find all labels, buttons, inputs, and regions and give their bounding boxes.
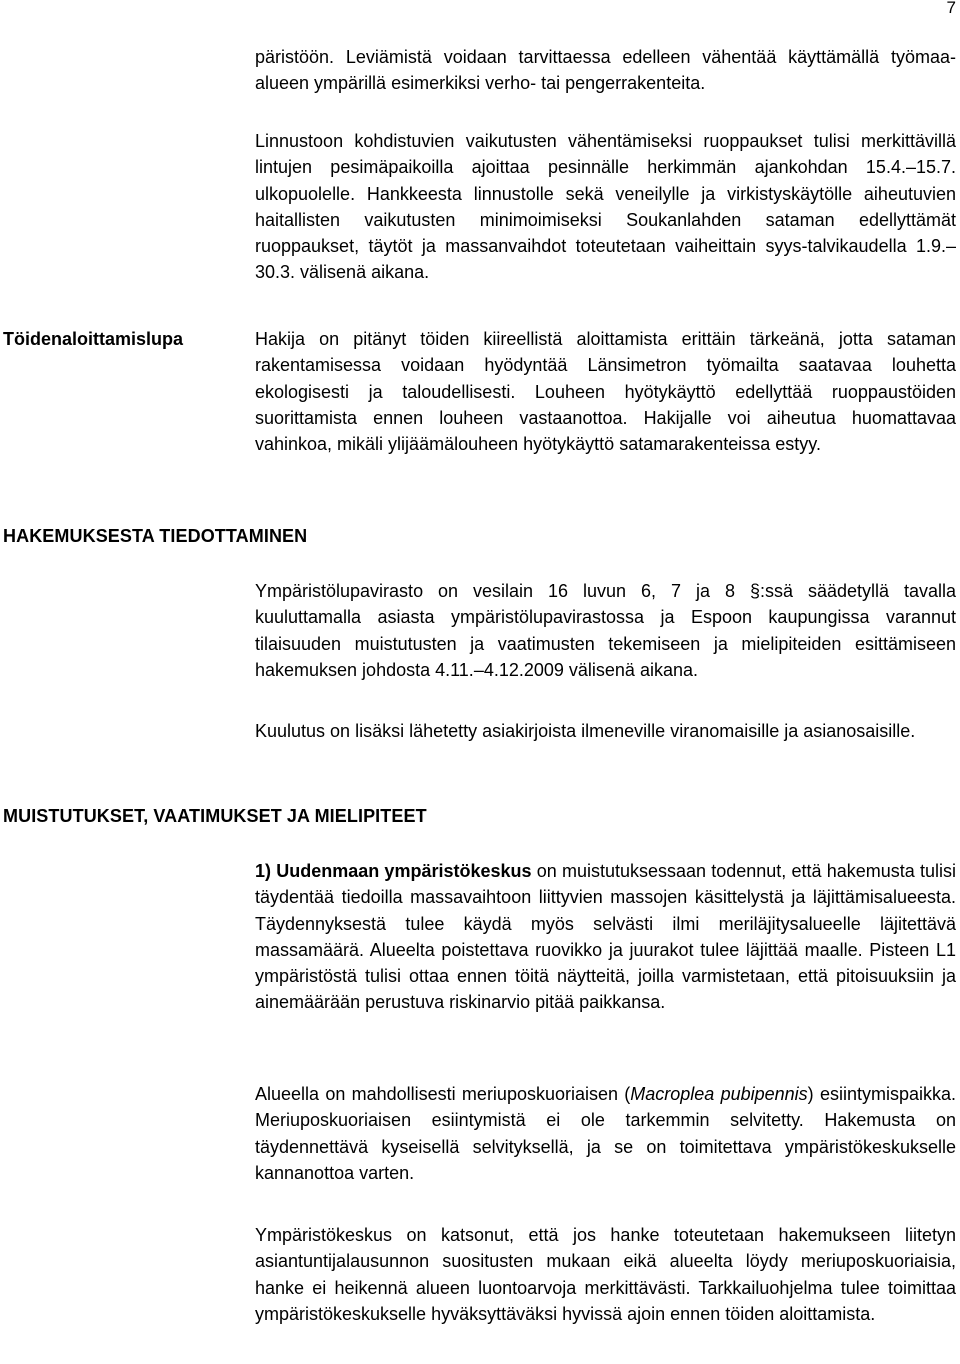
section-heading-objections: MUISTUTUKSET, VAATIMUKSET JA MIELIPITEET [3,806,427,826]
beetle-text-a: Alueella on mahdollisesti meriuposkuoriaisen ( [255,1084,631,1104]
section-heading-announcement: HAKEMUKSESTA TIEDOTTAMINEN [3,526,308,546]
paragraph-env-centre-objection [255,858,956,1016]
beetle-text-b: ) esiintymispaikka. Meriuposkuoriaisen esiintymistä ei ole tarkemmin selvitetty. Hakemusta on täydennettävä kyseisellä selvityksellä, ja se on toimitettava ympäristökeskukselle kannanottoa varten. [255,1084,956,1183]
paragraph-beetle [255,1081,956,1186]
page-number: 7 [946,0,956,17]
side-label-work-permit: Töidenaloittamislupa [3,329,184,349]
paragraph-work-permit: Hakija on pitänyt töiden kiireellistä aloittamista erittäin tärkeänä, jotta sataman rakentamisessa voidaan hyödyntää Länsimetron työmailta saatavaa louhetta ekologisesti ja taloudellisesti. Louheen hyötykäyttö edellyttää ruoppaustöiden suorittamista ennen louheen vastaanottoa. Hakijalle voi aiheutua huomattavaa vahinkoa, mikäli ylijäämälouheen hyötykäyttö satamarakenteissa estyy. [255,329,956,455]
paragraph-bird-protection: Linnustoon kohdistuvien vaikutusten vähentämiseksi ruoppaukset tulisi merkittävillä lintujen pesimäpaikoilla ajoittaa pesinnälle herkimmän ajankohdan 15.4.–15.7. ulkopuolelle. Hankkeesta linnustolle sekä veneilylle ja virkistyskäytölle aiheutuvien haitallisten vaikutusten minimoimiseksi Soukanlahden sataman edellyttämät ruoppaukset, täytöt ja massanvaihdot toteutetaan vaiheittain syys-talvikaudella 1.9.–30.3. välisenä aikana. [255,131,956,283]
objection-text: on muistutuksessaan todennut, että hakemusta tulisi täydentää tiedoilla massavaihtoon liittyvien massojen käsittelystä ja läjittämisalueesta. Täydennyksestä tulee käydä myös selvästi ilmi meriläjitysalueelle läjitettävä massamäärä. Alueelta poistettava ruovikko ja juurakot tulee läjittää maalle. Pisteen L1 ympäristöstä tulisi ottaa ennen töitä näytteitä, joilla varmistetaan, että pitoisuuksiin ja ainemäärään perustuva riskinarvio pitää paikkansa. [255,861,956,1013]
paragraph-notice-sent: Kuulutus on lisäksi lähetetty asiakirjoista ilmeneville viranomaisille ja asianosaisille. [255,721,916,741]
beetle-species-name: Macroplea pubipennis [630,1084,808,1104]
paragraph-monitoring: Ympäristökeskus on katsonut, että jos hanke toteutetaan hakemukseen liitetyn asiantuntijalausunnon suositusten mukaan eikä alueelta löydy meriuposkuoriaisia, hanke ei heikennä alueen luontoarvoja merkittävästi. Tarkkailuohjelma tulee toimittaa ympäristökeskukselle hyväksyttäväksi hyvissä ajoin ennen töiden aloittamista. [255,1225,956,1324]
paragraph-announcement: Ympäristölupavirasto on vesilain 16 luvun 6, 7 ja 8 §:ssä säädetyllä tavalla kuuluttamalla asiasta ympäristölupavirastossa ja Espoon kaupungissa varannut tilaisuuden muistutusten ja vaatimusten tekemiseen ja mielipiteiden esittämiseen hakemuksen johdosta 4.11.–4.12.2009 välisenä aikana. [255,581,956,680]
paragraph-dispersion: päristöön. Leviämistä voidaan tarvittaessa edelleen vähentää käyttämällä työmaa-alueen ympärillä esimerkiksi verho- tai pengerrakenteita. [255,47,956,94]
objection-lead: 1) Uudenmaan ympäristökeskus [255,861,532,881]
